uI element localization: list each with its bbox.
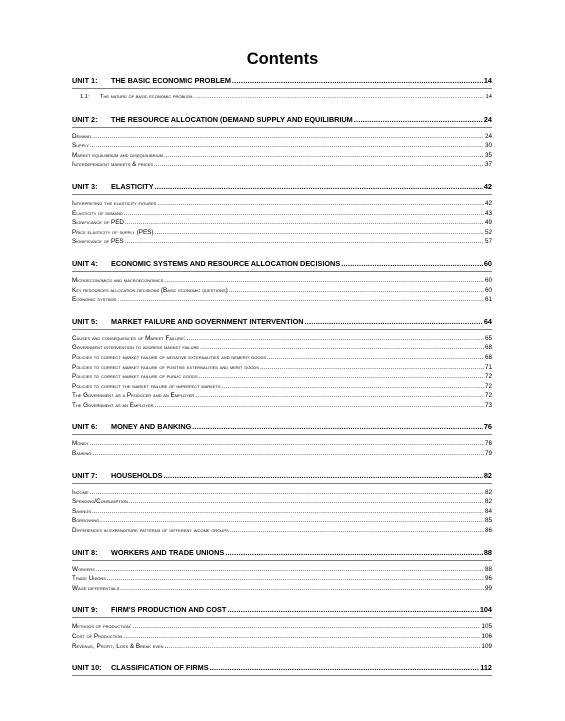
- toc-entry[interactable]: [72, 286, 492, 296]
- dot-leader: [195, 391, 484, 401]
- dot-leader: [92, 507, 484, 517]
- toc-unit-4-items: [72, 271, 492, 310]
- entry-page: 72: [484, 382, 492, 390]
- toc-entry[interactable]: [72, 160, 492, 170]
- entry-number: 1.1:: [80, 94, 90, 100]
- entry-page: 42: [484, 199, 492, 207]
- toc-entry[interactable]: [72, 228, 492, 238]
- unit-number: UNIT 4:: [72, 258, 98, 268]
- unit-page: 88: [483, 547, 492, 557]
- entry-page: 99: [484, 584, 492, 592]
- toc-unit-8[interactable]: [72, 541, 492, 560]
- unit-page: 14: [483, 76, 492, 85]
- dot-leader: [155, 228, 484, 238]
- entry-page: 35: [484, 151, 492, 159]
- toc-entry[interactable]: [72, 584, 492, 594]
- toc-unit-4[interactable]: [72, 252, 492, 271]
- toc-entry[interactable]: [72, 372, 492, 382]
- toc-entry[interactable]: [72, 497, 492, 507]
- toc-unit-3[interactable]: [72, 175, 492, 194]
- dot-leader: [187, 334, 484, 344]
- dot-leader: [123, 632, 480, 642]
- toc-entry[interactable]: [72, 439, 492, 449]
- toc-entry[interactable]: [72, 209, 492, 219]
- dot-leader: [117, 295, 484, 305]
- toc-entry[interactable]: [72, 295, 492, 305]
- entry-page: 14: [485, 94, 492, 100]
- toc-entry[interactable]: [72, 401, 492, 411]
- unit-page: 24: [483, 114, 492, 124]
- toc-entry[interactable]: [72, 622, 492, 632]
- toc-unit-10[interactable]: [72, 656, 492, 675]
- dot-leader: [164, 151, 484, 161]
- entry-title: Banking: [72, 450, 92, 458]
- dot-leader: [92, 132, 484, 142]
- toc-entry[interactable]: [72, 488, 492, 498]
- unit-page: 64: [483, 316, 492, 326]
- dot-leader: [193, 93, 484, 103]
- entry-page: 109: [481, 642, 492, 650]
- toc-entry[interactable]: [72, 363, 492, 373]
- entry-title: The nature of basic economic problem: [100, 94, 193, 100]
- unit-divider: [72, 560, 492, 561]
- entry-title: Policies to correct market failure of positive externalities and merit goods: [72, 363, 259, 371]
- dot-leader: [229, 286, 484, 296]
- toc-unit-9[interactable]: [72, 598, 492, 617]
- toc-entry[interactable]: [72, 353, 492, 363]
- entry-title: Policies to correct the market failure of imperfect markets: [72, 382, 221, 390]
- entry-page: 84: [484, 507, 492, 515]
- toc-entry[interactable]: [72, 565, 492, 575]
- dot-leader: [164, 276, 484, 286]
- entry-title: Policies to correct market failure of negative externalities and demerit goods: [72, 353, 267, 361]
- unit-title: ECONOMIC SYSTEMS AND RESOURCE ALLOCATION DECISIONS: [111, 258, 341, 268]
- entry-title: Spending/Consumption: [72, 498, 128, 506]
- entry-page: 68: [484, 344, 492, 352]
- entry-title: The Government as an Employer: [72, 401, 154, 409]
- unit-number: UNIT 7:: [72, 470, 98, 480]
- entry-page: 85: [484, 517, 492, 525]
- entry-page: 72: [484, 373, 492, 381]
- entry-title: The Government as a Producer and an Employer: [72, 392, 195, 400]
- toc-entry[interactable]: [72, 642, 492, 652]
- entry-title: Money: [72, 440, 89, 448]
- entry-title: Microeconomics and macroeconomics: [72, 276, 164, 284]
- toc-unit-7-items: [72, 483, 492, 541]
- entry-title: Workers: [72, 565, 95, 573]
- toc-unit-3-items: [72, 194, 492, 252]
- unit-divider: [72, 617, 492, 618]
- dot-leader: [133, 622, 481, 632]
- toc-unit-9-items: [72, 617, 492, 656]
- unit-divider: [72, 271, 492, 272]
- dot-leader: [125, 237, 484, 247]
- entry-page: 60: [484, 276, 492, 284]
- entry-page: 72: [484, 392, 492, 400]
- entry-title: Revenue, Profit, Loss & Break even: [72, 642, 164, 650]
- dot-leader: [199, 372, 484, 382]
- dot-leader: [90, 141, 484, 151]
- dot-leader: [157, 199, 484, 209]
- entry-page: 106: [481, 633, 492, 640]
- toc-entry[interactable]: [72, 276, 492, 286]
- entry-title: Savings: [72, 507, 92, 515]
- unit-title: WORKERS AND TRADE UNIONS: [111, 547, 225, 557]
- toc-entry[interactable]: [72, 632, 492, 642]
- entry-page: 79: [484, 450, 492, 458]
- dot-leader: [93, 449, 484, 459]
- entry-page: 71: [484, 363, 492, 371]
- entry-title: Market equilibrium and disequilibrium: [72, 151, 163, 159]
- unit-title: ELASTICITY: [111, 181, 154, 191]
- unit-number: UNIT 10:: [72, 663, 102, 673]
- entry-title: Methods of production:: [72, 623, 132, 631]
- unit-title: THE RESOURCE ALLOCATION (DEMAND SUPPLY AND EQUILIBRIUM: [111, 114, 353, 124]
- entry-page: 30: [484, 142, 492, 150]
- toc-entry[interactable]: [72, 516, 492, 526]
- unit-page: 104: [479, 605, 492, 615]
- dot-leader: [124, 209, 484, 219]
- entry-page: 105: [481, 623, 492, 631]
- entry-title: Government intervention to address market failure: [72, 344, 200, 352]
- unit-divider: [72, 127, 492, 128]
- unit-number: UNIT 8:: [72, 547, 98, 557]
- dot-leader: [107, 574, 484, 584]
- unit-divider: [72, 88, 492, 89]
- toc-entry[interactable]: [72, 218, 492, 228]
- toc-entry[interactable]: [72, 574, 492, 584]
- dot-leader: [230, 526, 484, 536]
- unit-page: 60: [483, 258, 492, 268]
- entry-title: Borrowing: [72, 517, 100, 525]
- table-of-contents: [72, 69, 492, 675]
- entry-title: Significance of PED: [72, 219, 124, 227]
- dot-leader: [165, 642, 481, 652]
- entry-page: 68: [484, 353, 492, 361]
- toc-entry[interactable]: [72, 526, 492, 536]
- unit-page: 112: [480, 663, 492, 673]
- entry-page: 60: [484, 286, 492, 294]
- entry-title: Income: [72, 488, 89, 496]
- unit-number: UNIT 3:: [72, 181, 98, 191]
- dot-leader: [125, 218, 484, 228]
- entry-page: 24: [484, 132, 492, 140]
- toc-entry[interactable]: [72, 449, 492, 459]
- toc-unit-7[interactable]: [72, 464, 492, 483]
- entry-page: 57: [484, 238, 492, 246]
- toc-unit-1-items: [72, 88, 492, 108]
- entry-title: Causes and consequences of Market Failure:: [72, 334, 186, 342]
- unit-title: MONEY AND BANKING: [111, 422, 192, 432]
- dot-leader: [96, 565, 484, 575]
- dot-leader: [120, 584, 484, 594]
- toc-entry[interactable]: [72, 334, 492, 344]
- toc-entry[interactable]: [72, 382, 492, 392]
- entry-page: 73: [484, 401, 492, 409]
- entry-title: Price elasticity of supply (PES): [72, 228, 154, 236]
- dot-leader: [222, 382, 484, 392]
- entry-title: Interpreting the elasticity figures: [72, 199, 157, 207]
- dot-leader: [90, 439, 484, 449]
- entry-title: Key resources allocation decisions (Basic economic questions): [72, 286, 228, 294]
- entry-page: 82: [484, 488, 492, 496]
- entry-page: 65: [484, 334, 492, 342]
- unit-number: UNIT 9:: [72, 605, 98, 615]
- unit-title: CLASSIFICATION OF FIRMS: [111, 663, 209, 673]
- toc-unit-2-items: [72, 127, 492, 175]
- toc-entry[interactable]: [72, 199, 492, 209]
- unit-number: UNIT 2:: [72, 114, 98, 124]
- dot-leader: [154, 160, 484, 170]
- unit-divider: [72, 329, 492, 330]
- entry-page: 43: [484, 209, 492, 217]
- dot-leader: [100, 516, 484, 526]
- page-title: Contents: [246, 50, 319, 68]
- entry-title: Elasticity of demand: [72, 209, 123, 217]
- toc-entry[interactable]: [72, 151, 492, 161]
- dot-leader: [200, 343, 484, 353]
- entry-title: Economic systems: [72, 296, 117, 304]
- unit-number: UNIT 6:: [72, 422, 98, 432]
- entry-title: Significance of PES: [72, 238, 124, 246]
- entry-title: Supply: [72, 142, 90, 150]
- entry-page: 76: [484, 440, 492, 448]
- dot-leader: [260, 363, 484, 373]
- toc-unit-5-items: [72, 329, 492, 416]
- unit-divider: [72, 675, 492, 676]
- entry-page: 86: [484, 527, 492, 535]
- entry-title: Trade Unions: [72, 575, 106, 583]
- toc-entry[interactable]: [72, 391, 492, 401]
- unit-title: MARKET FAILURE AND GOVERNMENT INTERVENTION: [111, 316, 304, 326]
- entry-page: 82: [484, 498, 492, 506]
- entry-page: 52: [484, 228, 492, 236]
- unit-title: THE BASIC ECONOMIC PROBLEM: [111, 76, 231, 85]
- toc-entry[interactable]: [72, 93, 492, 103]
- unit-title: FIRM'S PRODUCTION AND COST: [111, 605, 227, 615]
- dot-leader: [267, 353, 484, 363]
- entry-title: Interdependent markets & prices: [72, 161, 153, 169]
- unit-page: 42: [483, 181, 492, 191]
- unit-page: 82: [483, 470, 492, 480]
- entry-page: 88: [484, 565, 492, 573]
- unit-number: UNIT 1:: [72, 76, 98, 85]
- dot-leader: [129, 497, 484, 507]
- toc-entry[interactable]: [72, 343, 492, 353]
- unit-divider: [72, 194, 492, 195]
- dot-leader: [90, 488, 484, 498]
- entry-title: Demand: [72, 132, 91, 140]
- toc-entry[interactable]: [72, 237, 492, 247]
- entry-page: 37: [484, 161, 492, 169]
- entry-title: Cost of Production: [72, 633, 123, 640]
- entry-page: 61: [484, 296, 492, 304]
- unit-page: 76: [483, 422, 492, 432]
- entry-title: Policies to correct market failure of public goods: [72, 373, 198, 381]
- toc-unit-5[interactable]: [72, 310, 492, 329]
- toc-unit-8-items: [72, 560, 492, 599]
- toc-entry[interactable]: [72, 132, 492, 142]
- toc-entry[interactable]: [72, 507, 492, 517]
- unit-number: UNIT 5:: [72, 316, 98, 326]
- entry-page: 96: [484, 575, 492, 583]
- toc-unit-6[interactable]: [72, 415, 492, 434]
- unit-divider: [72, 483, 492, 484]
- entry-title: Wage differentials: [72, 584, 120, 592]
- toc-unit-1[interactable]: [72, 69, 492, 88]
- entry-page: 49: [484, 219, 492, 227]
- dot-leader: [155, 401, 484, 411]
- toc-unit-2[interactable]: [72, 108, 492, 127]
- unit-divider: [72, 434, 492, 435]
- unit-title: HOUSEHOLDS: [111, 470, 163, 480]
- toc-entry[interactable]: [72, 141, 492, 151]
- toc-unit-6-items: [72, 434, 492, 463]
- entry-title: Differences in expenditure patterns of different income groups: [72, 527, 229, 535]
